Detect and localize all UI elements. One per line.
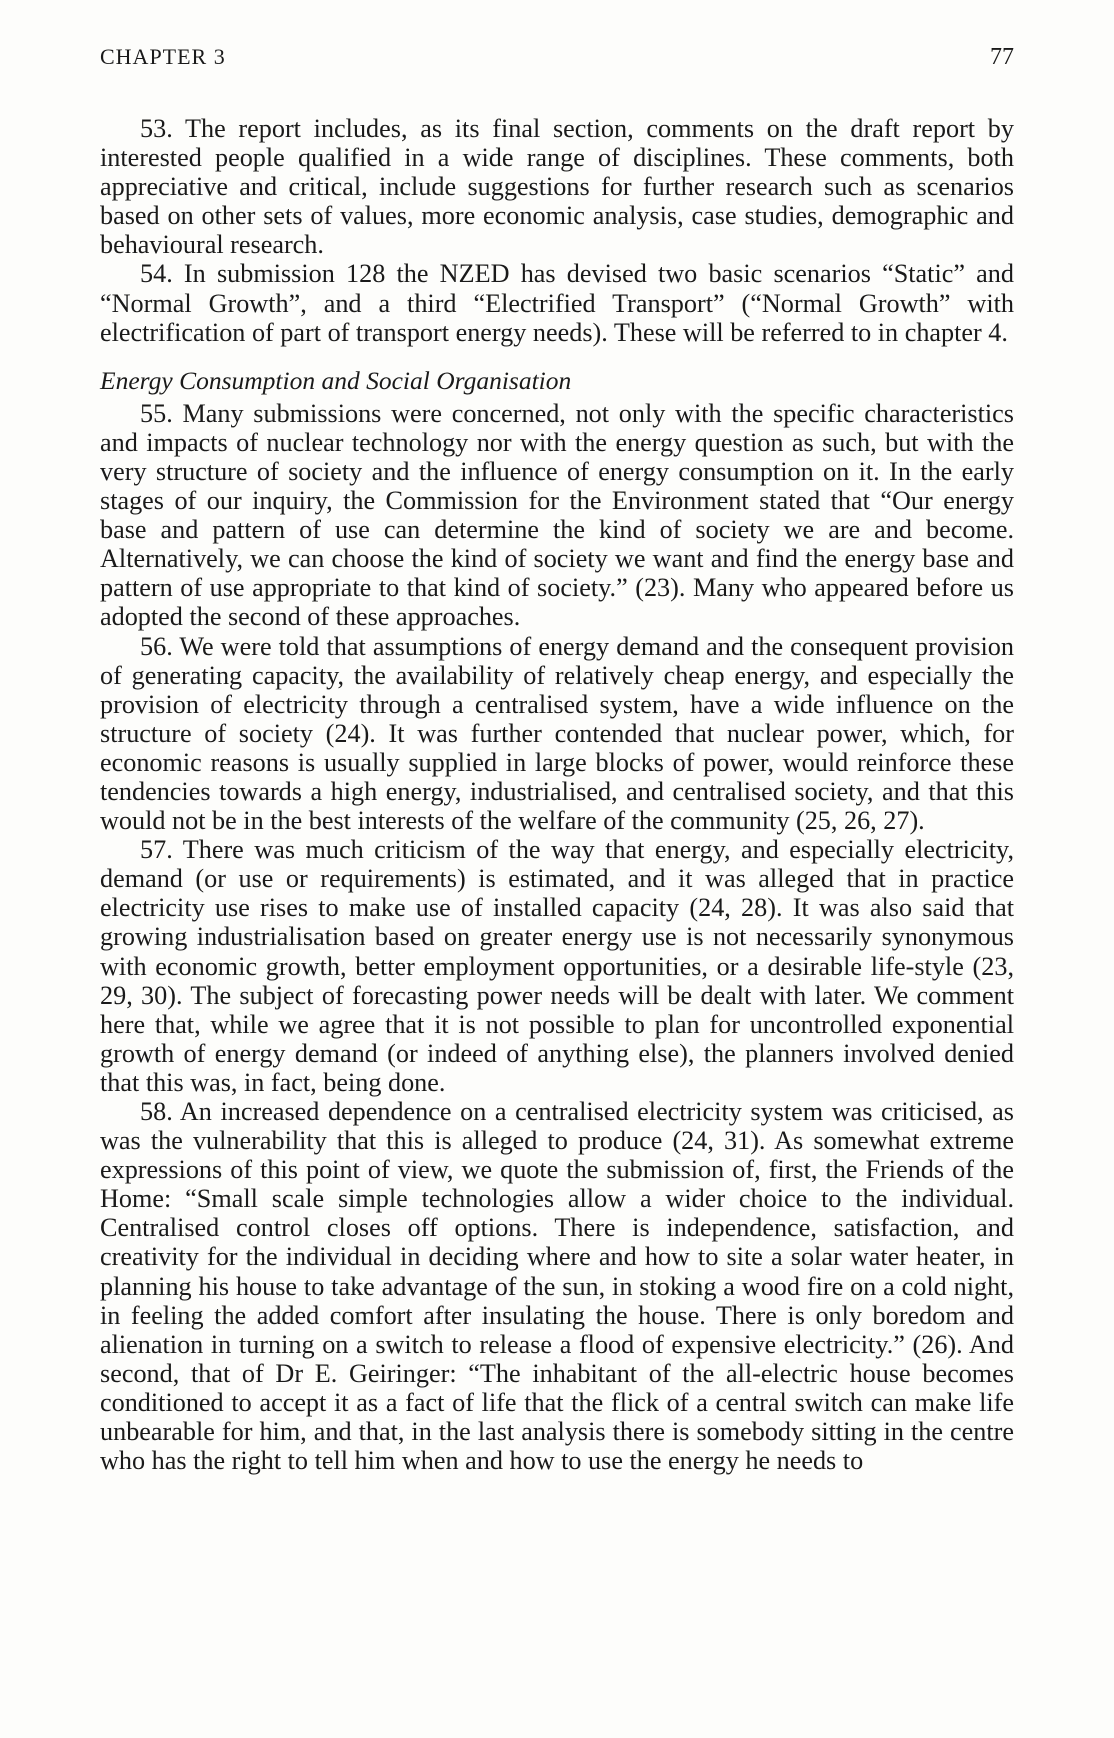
paragraph-56: 56. We were told that assumptions of energy demand and the consequent provision of generating capacity, the availability of relatively cheap energy, and especially the provision of electricity through a centralised system, have a wide influence on the structure of society (24). It was further contended that nuclear power, which, for economic reasons is usually supplied in large blocks of power, would reinforce these tendencies towards a high energy, industrialised, and centralised society, and that this would not be in the best interests of the welfare of the community (25, 26, 27). <box>100 631 1014 836</box>
running-head <box>100 44 1014 74</box>
section-heading: Energy Consumption and Social Organisation <box>100 365 572 395</box>
page-number: 77 <box>990 44 1014 70</box>
chapter-label: CHAPTER 3 <box>100 44 226 69</box>
paragraph-54: 54. In submission 128 the NZED has devised two basic scenarios “Static” and “Normal Growth”, and a third “Electrified Transport” (“Normal Growth” with electrification of part of transport energy needs). These will be referred to in chapter 4. <box>100 259 1014 347</box>
paragraph-57: 57. There was much criticism of the way that energy, and especially electricity, demand (or use or requirements) is estimated, and it was alleged that in practice electricity use rises to make use of installed capacity (24, 28). It was also said that growing industrialisation based on greater energy use is not necessarily synonymous with economic growth, better employment opportunities, or a desirable life-style (23, 29, 30). The subject of forecasting power needs will be dealt with later. We comment here that, while we agree that it is not possible to plan for uncontrolled exponential growth of energy demand (or indeed of anything else), the planners involved denied that this was, in fact, being done. <box>100 835 1014 1097</box>
paragraph-55: 55. Many submissions were concerned, not only with the specific characteristics and impacts of nuclear technology nor with the energy question as such, but with the very structure of society and the influence of energy consumption on it. In the early stages of our inquiry, the Commission for the Environment stated that “Our energy base and pattern of use can determine the kind of society we are and become. Alternatively, we can choose the kind of society we want and find the energy base and pattern of use appropriate to that kind of society.” (23). Many who appeared before us adopted the second of these approaches. <box>100 398 1014 632</box>
paragraph-53: 53. The report includes, as its final section, comments on the draft report by interested people qualified in a wide range of disciplines. These comments, both appreciative and critical, include suggestions for further research such as scenarios based on other sets of values, more economic analysis, case studies, demographic and behavioural research. <box>100 114 1014 260</box>
paragraph-58: 58. An increased dependence on a centralised electricity system was criticised, as was the vulnerability that this is alleged to produce (24, 31). As somewhat extreme expressions of this point of view, we quote the submission of, first, the Friends of the Home: “Small scale simple technologies allow a wider choice to the individual. Centralised control closes off options. There is independence, satisfaction, and creativity for the individual in deciding where and how to site a solar water heater, in planning his house to take advantage of the sun, in stoking a wood fire on a cold night, in feeling the added comfort after insulating the house. There is only boredom and alienation in turning on a switch to release a flood of expensive electricity.” (26). And second, that of Dr E. Geiringer: “The inhabitant of the all-electric house becomes conditioned to accept it as a fact of life that the flick of a central switch can make life unbearable for him, and that, in the last analysis there is somebody sitting in the centre who has the right to tell him when and how to use the energy he needs to <box>100 1097 1014 1476</box>
body-text <box>100 114 1014 1475</box>
